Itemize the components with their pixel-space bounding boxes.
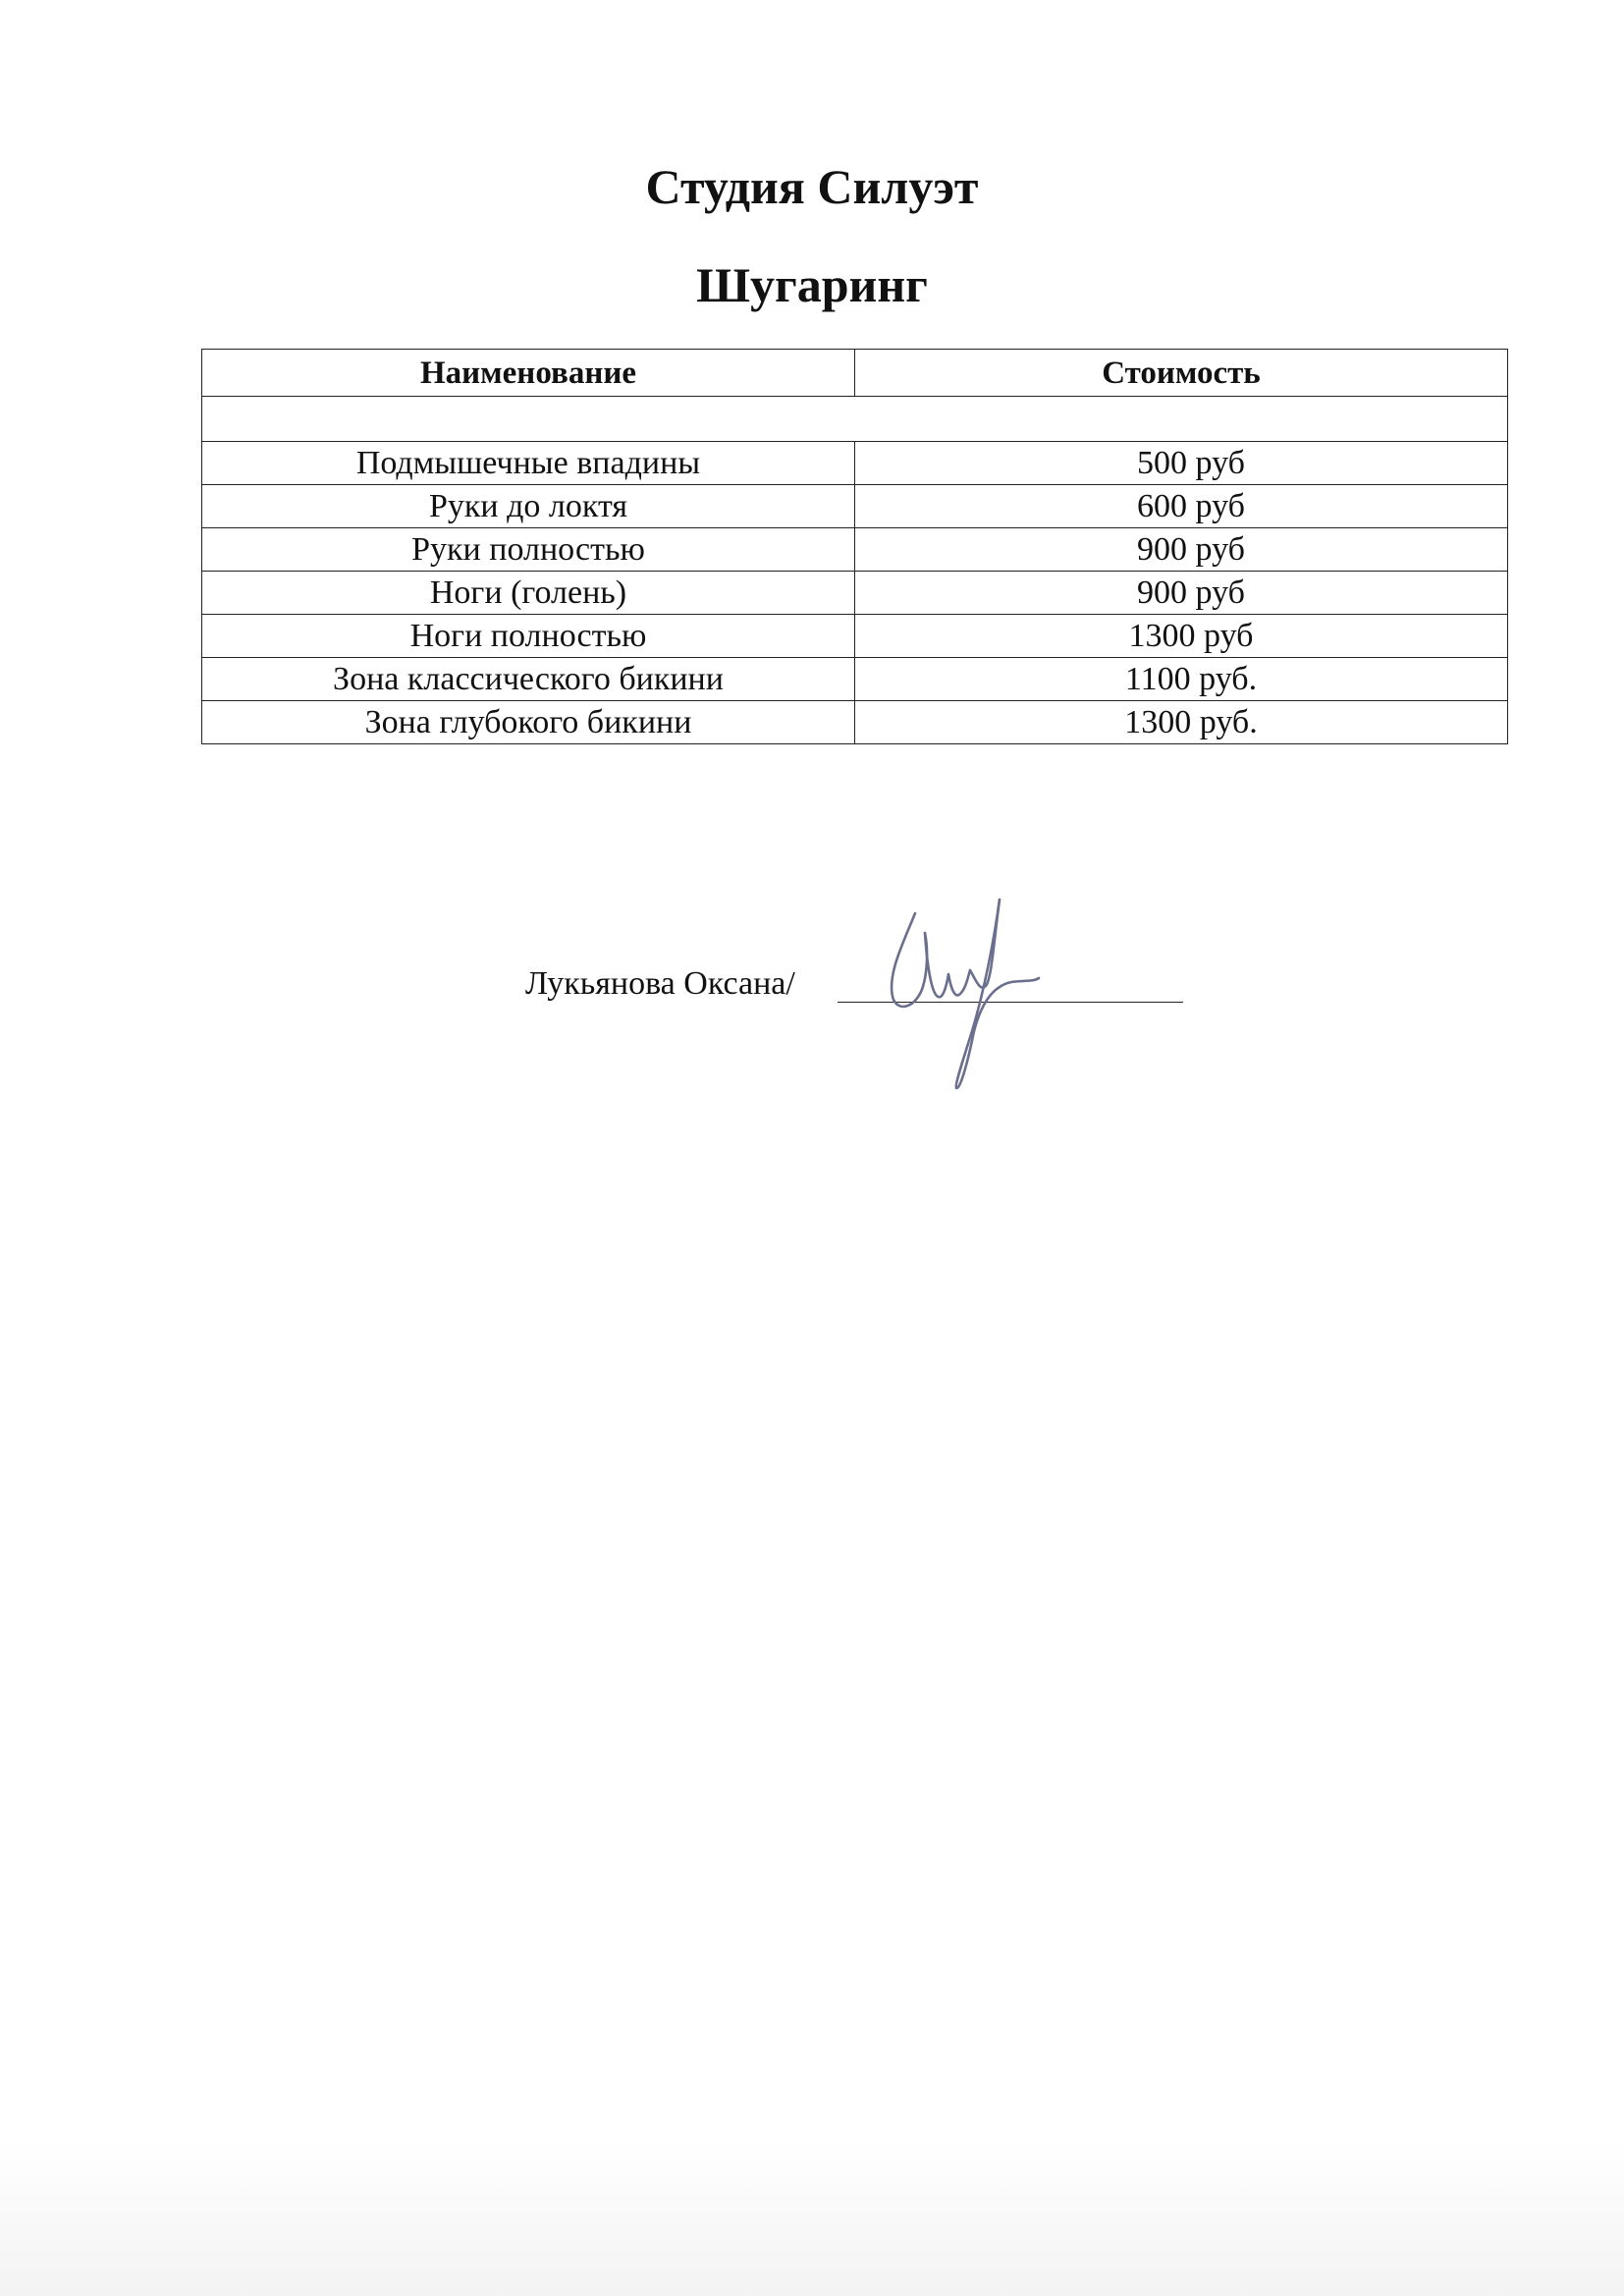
service-name-cell: Подмышечные впадины <box>202 442 855 485</box>
service-price-cell: 900 руб <box>855 572 1508 615</box>
table-row <box>202 572 1508 615</box>
empty-cell <box>202 397 1508 442</box>
column-header-name: Наименование <box>202 350 855 397</box>
table-header-row <box>202 350 1508 397</box>
service-price-cell: 1300 руб <box>855 615 1508 658</box>
table-row <box>202 658 1508 701</box>
service-price-cell: 1300 руб. <box>855 701 1508 744</box>
signatory-name: Лукьянова Оксана/ <box>525 965 795 1002</box>
service-price-cell: 900 руб <box>855 528 1508 572</box>
service-name-cell: Руки полностью <box>202 528 855 572</box>
service-name-cell: Зона глубокого бикини <box>202 701 855 744</box>
table-row <box>202 615 1508 658</box>
column-header-price: Стоимость <box>855 350 1508 397</box>
table-row <box>202 701 1508 744</box>
table-row <box>202 485 1508 528</box>
service-name-cell: Зона классического бикини <box>202 658 855 701</box>
service-price-cell: 600 руб <box>855 485 1508 528</box>
service-name-cell: Ноги (голень) <box>202 572 855 615</box>
table-row <box>202 528 1508 572</box>
service-price-cell: 500 руб <box>855 442 1508 485</box>
service-price-cell: 1100 руб. <box>855 658 1508 701</box>
service-name-cell: Ноги полностью <box>202 615 855 658</box>
service-name-cell: Руки до локтя <box>202 485 855 528</box>
studio-title: Студия Силуэт <box>645 159 979 214</box>
table-empty-row <box>202 397 1508 442</box>
handwritten-signature <box>864 884 1060 1110</box>
page-shade <box>0 2139 1624 2296</box>
service-title: Шугаринг <box>696 257 928 312</box>
table-row <box>202 442 1508 485</box>
price-table <box>201 349 1508 744</box>
